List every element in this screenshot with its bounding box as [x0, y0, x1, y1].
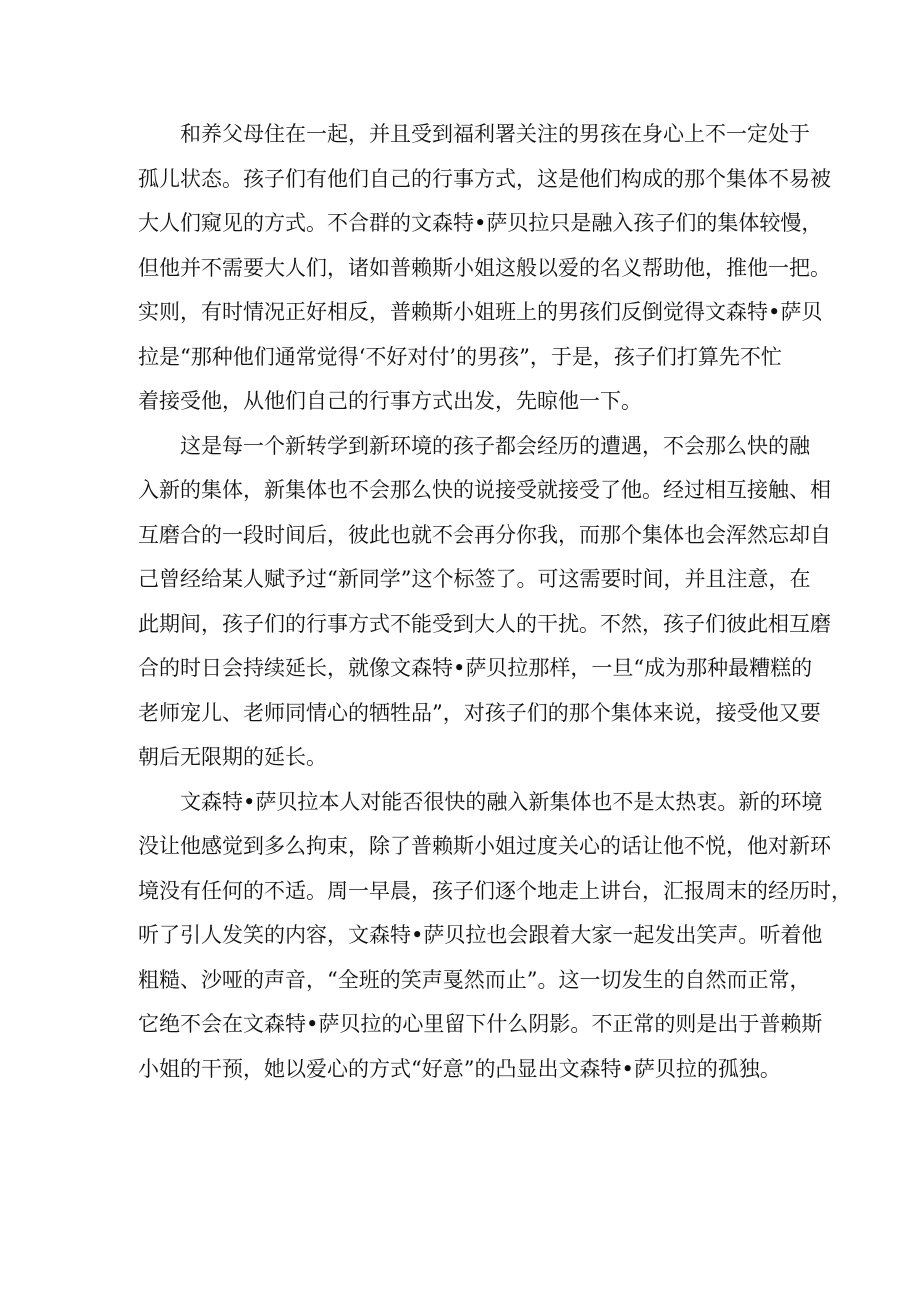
paragraph-2	[138, 424, 831, 780]
text-line: 入新的集体，新集体也不会那么快的说接受就接受了他。经过相互接触、相	[138, 478, 831, 502]
text-line: 但他并不需要大人们，诸如普赖斯小姐这般以爱的名义帮助他，推他一把。	[138, 255, 831, 280]
text-line: 己曾经给某人赋予过“新同学”这个标签了。可这需要时间，并且注意，在	[138, 567, 811, 591]
text-line: 它绝不会在文森特•萨贝拉的心里留下什么阴影。不正常的则是出于普赖斯	[138, 1012, 823, 1036]
text-line: 着接受他，从他们自己的行事方式出发，先晾他一下。	[138, 389, 642, 413]
text-line: 小姐的干预，她以爱心的方式“好意”的凸显出文森特•萨贝拉的孤独。	[138, 1056, 781, 1081]
text-line: 没让他感觉到多么拘束，除了普赖斯小姐过度关心的话让他不悦，他对新环	[138, 834, 831, 858]
text-line: 拉是“那种他们通常觉得‘不好对付’的男孩”，于是，孩子们打算先不忙	[138, 344, 782, 369]
paragraph-3	[138, 780, 852, 1092]
paragraph-1	[138, 112, 831, 424]
text-line: 老师宠儿、老师同情心的牺牲品”，对孩子们的那个集体来说，接受他又要	[138, 700, 821, 725]
body-text	[138, 112, 852, 1091]
text-line: 孤儿状态。孩子们有他们自己的行事方式，这是他们构成的那个集体不易被	[138, 166, 831, 191]
text-line: 文森特•萨贝拉本人对能否很快的融入新集体也不是太热衷。新的环境	[180, 789, 823, 814]
text-line: 朝后无限期的延长。	[138, 745, 327, 769]
text-line: 大人们窥见的方式。不合群的文森特•萨贝拉只是融入孩子们的集体较慢，	[138, 211, 823, 235]
text-line: 合的时日会持续延长，就像文森特•萨贝拉那样，一旦“成为那种最糟糕的	[138, 656, 813, 680]
text-line: 粗糙、沙哑的声音，“全班的笑声戛然而止”。这一切发生的自然而正常，	[138, 967, 811, 992]
text-line: 实则，有时情况正好相反，普赖斯小姐班上的男孩们反倒觉得文森特•萨贝	[138, 300, 823, 324]
text-line: 境没有任何的不适。周一早晨，孩子们逐个地走上讲台，汇报周末的经历时，	[138, 878, 852, 903]
text-line: 听了引人发笑的内容，文森特•萨贝拉也会跟着大家一起发出笑声。听着他	[138, 923, 823, 947]
text-line: 互磨合的一段时间后，彼此也就不会再分你我，而那个集体也会浑然忘却自	[138, 522, 831, 547]
text-line: 此期间，孩子们的行事方式不能受到大人的干扰。不然，孩子们彼此相互磨	[138, 611, 831, 636]
text-line: 和养父母住在一起，并且受到福利署关注的男孩在身心上不一定处于	[180, 122, 810, 146]
text-line: 这是每一个新转学到新环境的孩子都会经历的遭遇，不会那么快的融	[180, 433, 810, 458]
